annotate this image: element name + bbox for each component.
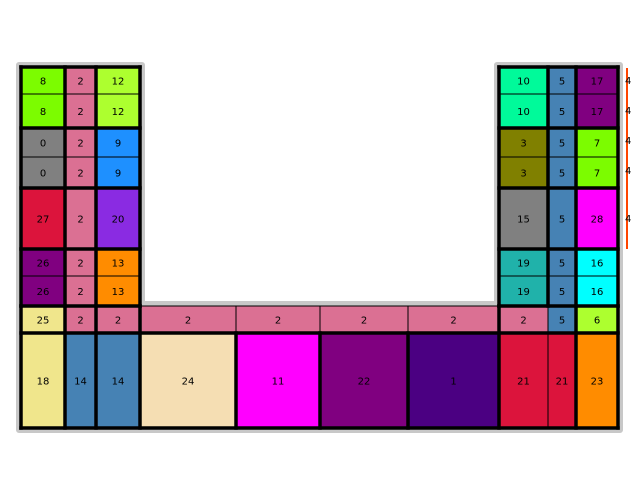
block-label: 2 (77, 214, 84, 226)
block-label: 2 (77, 76, 84, 88)
edge-label: 4 (625, 106, 632, 117)
block-cell (548, 94, 576, 128)
block-label: 3 (520, 138, 527, 150)
block-cell (236, 333, 320, 428)
block-label: 21 (517, 376, 530, 388)
block-label: 16 (590, 258, 604, 270)
block-label: 18 (36, 376, 50, 388)
block-label: 26 (36, 258, 50, 270)
block-cell (499, 276, 548, 306)
block-cell (65, 157, 96, 188)
block-cell (499, 128, 548, 157)
block-label: 27 (36, 214, 50, 226)
block-cell (408, 306, 499, 333)
block-cell (96, 188, 140, 249)
block-label: 1 (450, 376, 457, 388)
block-cell (408, 333, 499, 428)
block-label: 19 (517, 258, 530, 270)
block-label: 14 (74, 376, 87, 388)
block-label: 5 (558, 258, 566, 270)
block-cell (96, 128, 140, 157)
block-cell (499, 306, 548, 333)
block-label: 2 (114, 315, 122, 327)
block-cell (499, 94, 548, 128)
block-cell (96, 276, 140, 306)
block-label: 12 (111, 107, 125, 118)
block-label: 2 (360, 315, 368, 327)
block-label: 5 (558, 315, 566, 327)
block-label: 21 (555, 376, 569, 388)
block-cell (65, 67, 96, 94)
block-label: 2 (77, 258, 84, 270)
cells-layer (21, 67, 618, 428)
block-label: 7 (593, 168, 601, 180)
block-label: 6 (593, 315, 601, 327)
block-label: 14 (111, 376, 125, 388)
block-cell (21, 249, 65, 276)
block-label: 2 (520, 315, 527, 327)
block-cell (576, 276, 618, 306)
block-label: 5 (558, 287, 566, 298)
block-cell (96, 157, 140, 188)
block-label: 0 (39, 168, 47, 180)
block-label: 25 (36, 315, 50, 327)
edge-label: 4 (625, 214, 632, 225)
block-label: 12 (111, 76, 125, 88)
block-label: 8 (39, 107, 47, 118)
block-label: 7 (593, 138, 601, 150)
block-cell (548, 306, 576, 333)
block-cell (21, 67, 65, 94)
block-cell (96, 333, 140, 428)
block-cell (96, 94, 140, 128)
edge-label: 4 (625, 136, 632, 147)
block-cell (499, 188, 548, 249)
block-label: 2 (274, 315, 282, 327)
block-label: 26 (36, 287, 50, 298)
block-label: 5 (558, 76, 566, 88)
block-label: 19 (517, 287, 530, 298)
block-cell (21, 128, 65, 157)
block-label: 8 (39, 76, 47, 88)
block-cell (499, 67, 548, 94)
block-cell (548, 67, 576, 94)
block-label: 0 (39, 138, 47, 150)
block-label: 2 (77, 138, 84, 150)
block-label: 20 (111, 214, 125, 226)
block-label: 10 (517, 76, 530, 88)
block-cell (65, 94, 96, 128)
block-label: 5 (558, 107, 566, 118)
block-cell (65, 276, 96, 306)
block-cell (96, 306, 140, 333)
edge-label: 4 (625, 166, 632, 177)
block-label: 5 (558, 138, 566, 150)
block-label: 2 (77, 287, 84, 298)
block-cell (548, 249, 576, 276)
block-cell (576, 157, 618, 188)
block-cell (499, 157, 548, 188)
block-cell (21, 188, 65, 249)
block-cell (65, 333, 96, 428)
block-label: 22 (357, 376, 371, 388)
block-cell (548, 333, 576, 428)
block-label: 17 (590, 76, 604, 88)
block-cell (499, 333, 548, 428)
block-cell (140, 333, 236, 428)
block-cell (21, 94, 65, 128)
block-cell (65, 249, 96, 276)
block-label: 2 (77, 168, 84, 180)
block-cell (576, 188, 618, 249)
block-label: 2 (450, 315, 457, 327)
edge-layer (625, 68, 631, 249)
block-label: 2 (184, 315, 192, 327)
block-label: 17 (590, 107, 604, 118)
block-label: 13 (111, 287, 125, 298)
block-cell (21, 157, 65, 188)
block-label: 11 (271, 376, 285, 388)
edge-label: 4 (625, 76, 632, 87)
block-cell (320, 306, 408, 333)
block-cell (548, 128, 576, 157)
block-label: 13 (111, 258, 125, 270)
block-label: 10 (517, 107, 530, 118)
block-cell (65, 128, 96, 157)
block-cell (548, 188, 576, 249)
block-label: 3 (520, 168, 527, 180)
block-label: 2 (77, 315, 84, 327)
block-cell (21, 276, 65, 306)
block-label: 15 (517, 214, 530, 226)
block-cell (499, 249, 548, 276)
block-cell (21, 306, 65, 333)
block-label: 5 (558, 214, 566, 226)
block-label: 23 (590, 376, 604, 388)
block-label: 9 (114, 138, 122, 150)
block-cell (576, 306, 618, 333)
block-cell (65, 306, 96, 333)
block-label: 2 (77, 107, 84, 118)
block-label: 5 (558, 168, 566, 180)
block-label: 28 (590, 214, 604, 226)
block-label: 16 (590, 287, 604, 298)
block-cell (576, 128, 618, 157)
block-cell (140, 306, 236, 333)
block-cell (576, 333, 618, 428)
block-cell (548, 276, 576, 306)
block-cell (236, 306, 320, 333)
block-cell (548, 157, 576, 188)
block-label: 24 (181, 376, 195, 388)
block-cell (320, 333, 408, 428)
block-cell (96, 249, 140, 276)
block-label: 9 (114, 168, 122, 180)
block-cell (21, 333, 65, 428)
block-cell (65, 188, 96, 249)
block-cell (576, 67, 618, 94)
block-cell (576, 249, 618, 276)
block-cell (576, 94, 618, 128)
block-cell (96, 67, 140, 94)
